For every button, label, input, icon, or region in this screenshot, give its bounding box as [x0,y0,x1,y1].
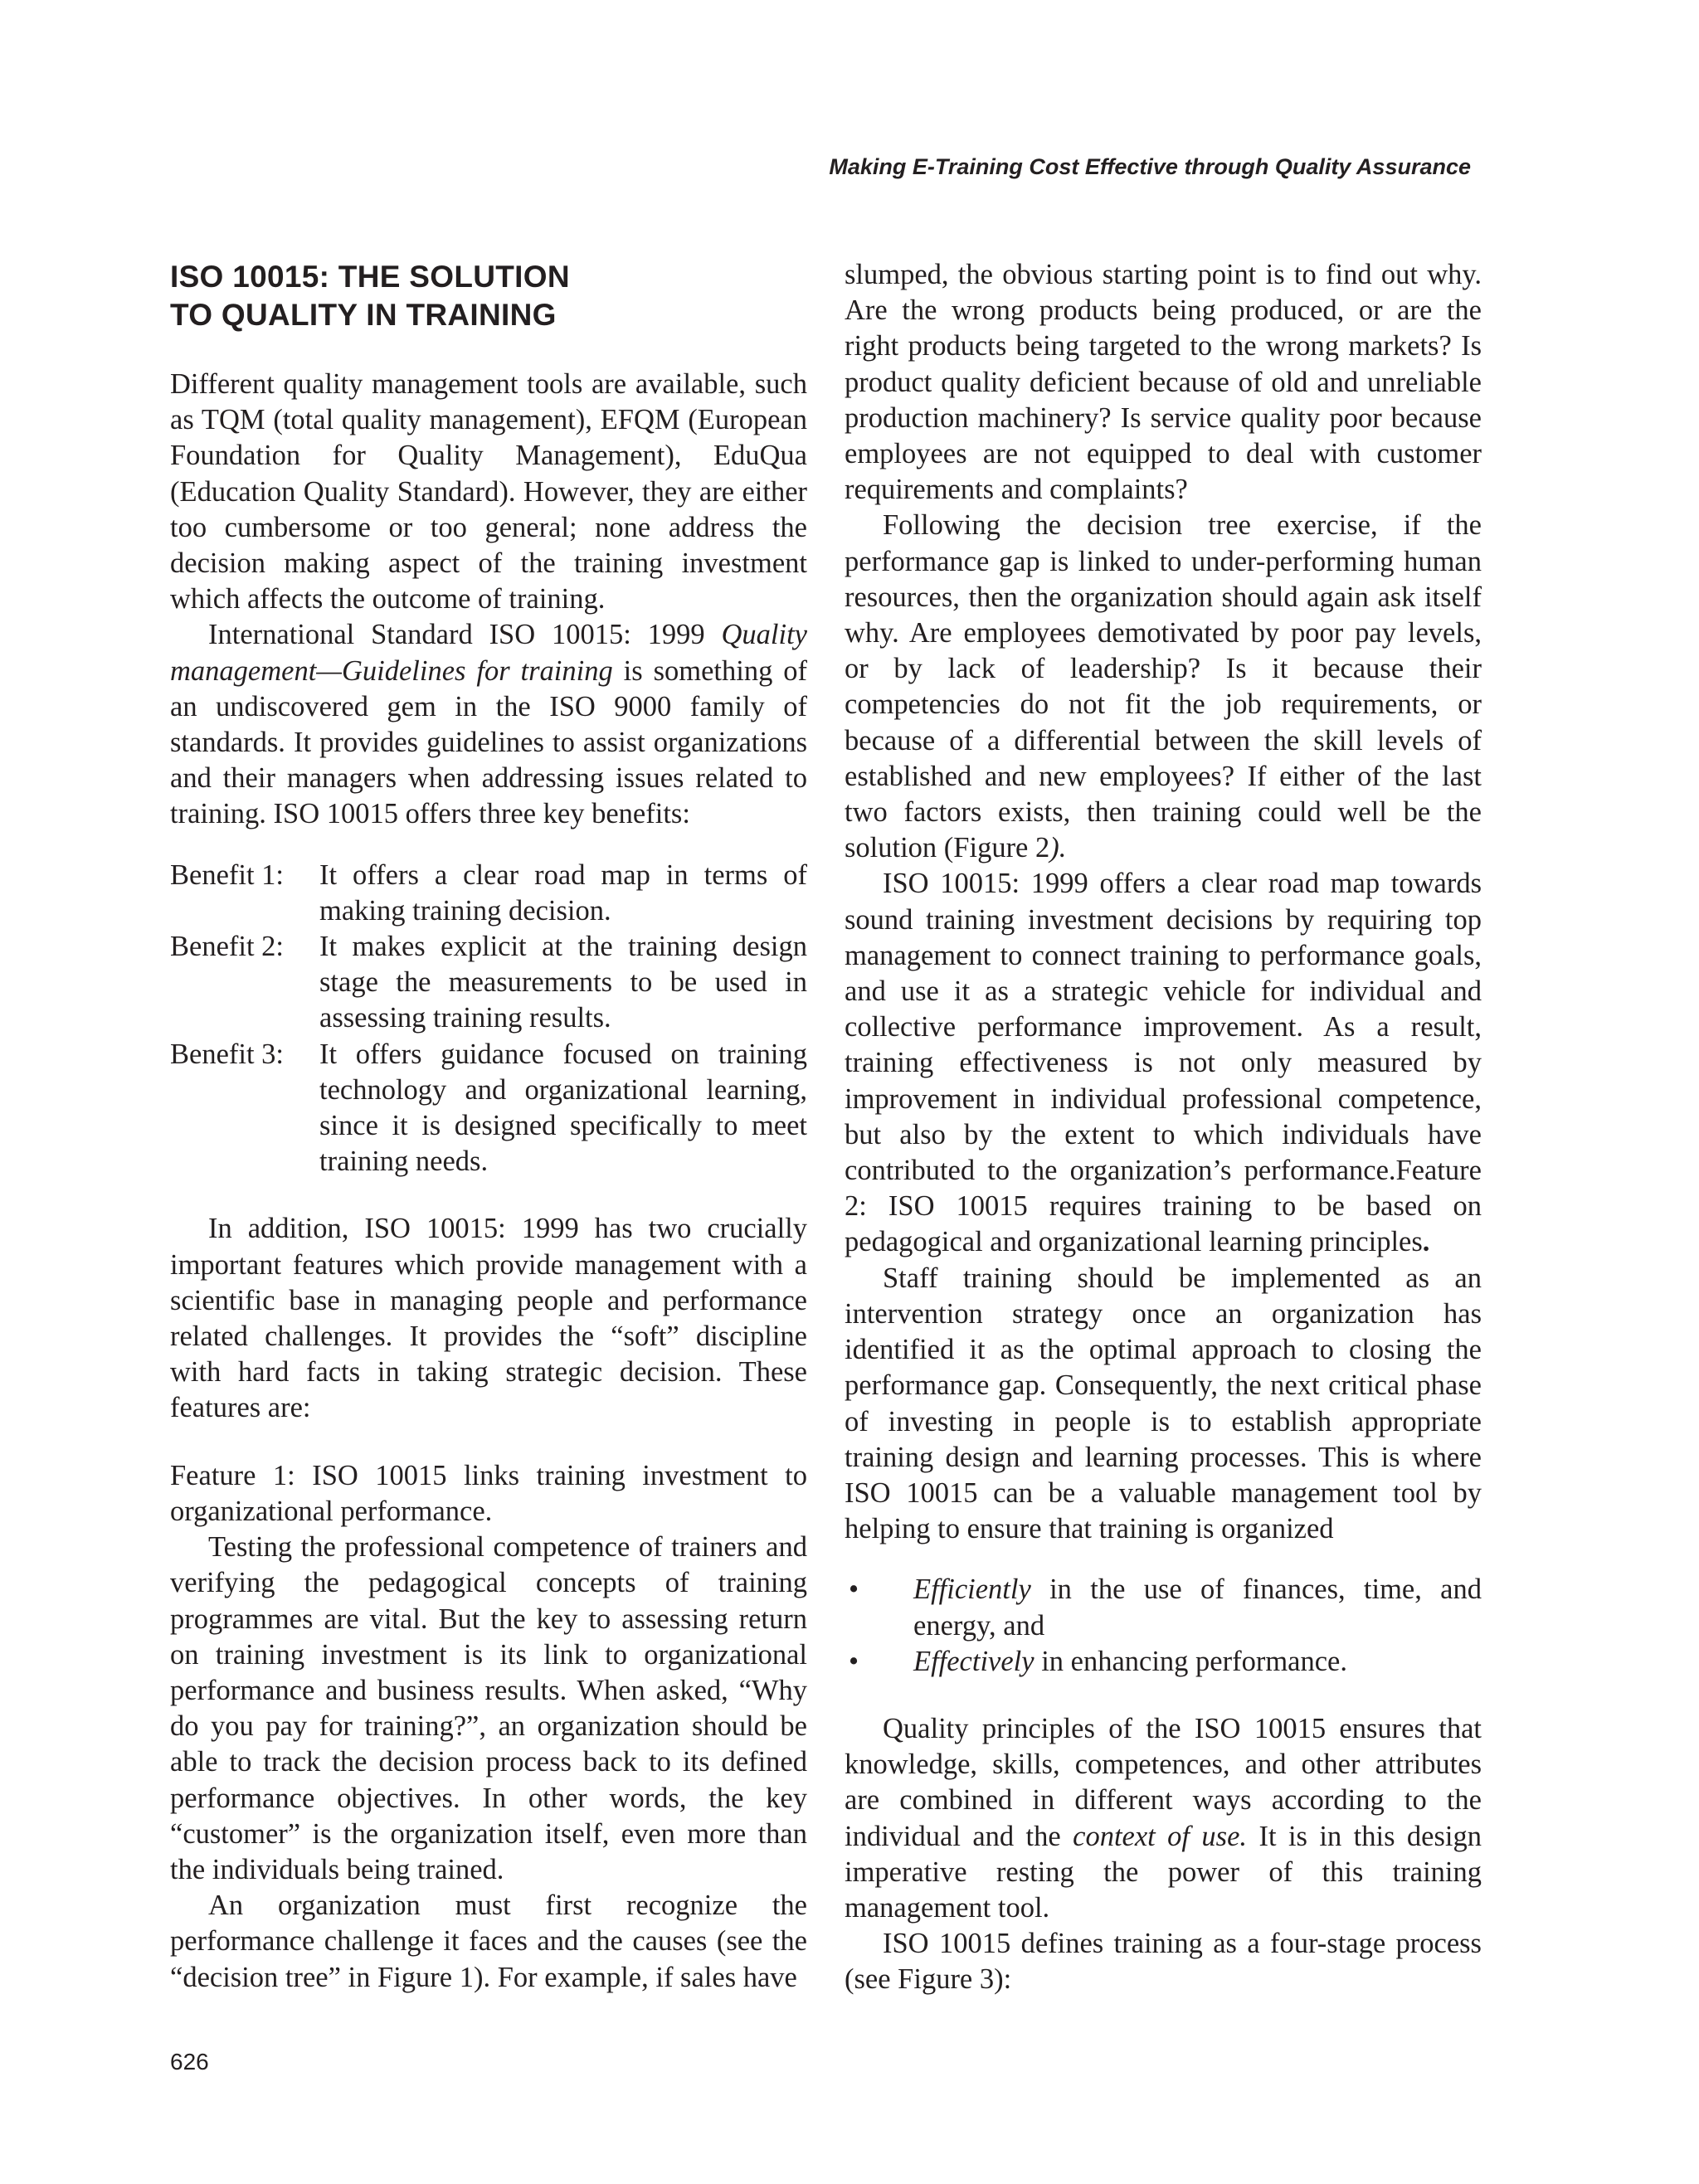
bullet-emphasis: Efficiently [913,1574,1031,1606]
running-header: Making E-Training Cost Effective through Quality Assurance [829,154,1471,179]
benefit-text: It offers guidance focused on training technology and organizational learning, since it is designed specifically to meet training needs. [319,1038,807,1178]
paragraph-sales-slumped: slumped, the obvious starting point is to find out why. Are the wrong products being produced, or are the right products being targeted to the wrong markets? Is product quality deficient because of old and unreliable production machinery? Is service quality poor because employees are not equipped to deal with customer requirements and complaints? [845,259,1482,506]
paragraph-staff-training: Staff training should be implemented as an intervention strategy once an organization has identified it as the optimal approach to closing the performance gap. Consequently, the next critical phase of investing in people is to establish appropriate training design and learning processes. This is where ISO 10015 can be a valuable management tool by helping to ensure that training is organized [845,1262,1482,1545]
text-run: It is in this design imperative resting the power of this training management tool. [845,1820,1482,1924]
bullet-text [913,1572,1482,1643]
benefits-list [170,858,807,1180]
section-heading-line-2: TO QUALITY IN TRAINING [170,298,557,332]
paragraph-quality-principles [845,1711,1482,1926]
bullet-marker: • [849,1645,859,1677]
bullet-item [845,1644,1482,1680]
paragraph-quality-tools: Different quality management tools are available, such as TQM (total quality management), EFQM (European Foundation for Quality Management), EduQua (Education Quality Standard). However, they are either too cumbersome or too general; none address the decision making aspect of the training investment which affects the outcome of training. [170,368,807,615]
text-run-italic: context of use. [1073,1820,1248,1852]
benefit-label: Benefit 3: [170,1038,285,1070]
bullet-text [913,1644,1482,1680]
section-heading-line-1: ISO 10015: THE SOLUTION [170,260,570,294]
bullet-list [845,1572,1482,1680]
bullet-emphasis: Effectively [913,1645,1034,1677]
text-run-italic: ). [1049,832,1067,864]
benefit-text: It makes explicit at the training design stage the measurements to be used in assessing training results. [319,931,807,1034]
bullet-item [845,1572,1482,1643]
text-run: Quality principles of the ISO 10015 ensures that knowledge, skills, competences, and other attributes are combined in different ways according to the individual and the [845,1712,1482,1852]
text-run-bold: . [1422,1226,1430,1258]
benefit-item [170,1037,807,1180]
section-heading [170,258,807,334]
paragraph-road-map [845,866,1482,1260]
benefit-label: Benefit 1: [170,859,285,891]
paragraph-decision-tree [845,508,1482,866]
benefit-item [170,858,807,929]
standard-title: Quality management—Guidelines for training [170,619,807,687]
benefit-item [170,929,807,1037]
right-column [845,257,1482,1998]
paragraph-four-stage-process: ISO 10015 defines training as a four-stage process (see Figure 3): [845,1928,1482,1996]
text-run: is something of an undiscovered gem in the ISO 9000 family of standards. It provides guidelines to assist organizations and their managers when addressing issues related to training. ISO 10015 offers three key benefits: [170,654,807,830]
text-run: ISO 10015: 1999 offers a clear road map towards sound training investment decisions by requiring top management to connect training to performance goals, and use it as a strategic vehicle for individual and collective performance improvement. As a result, training effectiveness is not only measured by improvement in individual professional competence, but also by the extent to which individuals have contributed to the organization’s performance.Feature 2: ISO 10015 requires training to be based on pedagogical and organizational learning principles [845,868,1482,1258]
benefit-label: Benefit 2: [170,931,285,963]
paragraph-testing-competence: Testing the professional competence of trainers and verifying the pedagogical concepts of training programmes are vital. But the key to assessing return on training investment is its link to organizational performance and business results. When asked, “Why do you pay for training?”, an organization should be able to track the decision process back to its defined performance objectives. In other words, the key “customer” is the organization itself, even more than the individuals being trained. [170,1531,807,1885]
page-number: 626 [170,2049,209,2075]
left-column [170,253,807,1996]
text-run: International Standard ISO 10015: 1999 [208,619,722,651]
bullet-marker: • [849,1574,859,1606]
benefit-text: It offers a clear road map in terms of making training decision. [319,859,807,927]
text-run: in the use of finances, time, and energy, and [913,1574,1482,1642]
paragraph-iso-standard [170,617,807,832]
text-run: in enhancing performance. [1034,1645,1347,1677]
text-run: Following the decision tree exercise, if the performance gap is linked to under-performing human resources, then the organization should again ask itself why. Are employees demotivated by poor pay levels, or by lack of leadership? Is it because their competencies do not fit the job requirements, or because of a differential between the skill levels of established and new employees? If either of the last two factors exists, then training could well be the solution (Figure 2 [845,509,1482,864]
paragraph-features-intro: In addition, ISO 10015: 1999 has two crucially important features which provide management with a scientific base in managing people and performance related challenges. It provides the “soft” discipline with hard facts in taking strategic decision. These features are: [170,1213,807,1424]
paragraph-performance-challenge: An organization must first recognize the performance challenge it faces and the causes (see the “decision tree” in Figure 1). For example, if sales have [170,1890,807,1993]
feature-1-statement: Feature 1: ISO 10015 links training investment to organizational performance. [170,1459,807,1527]
